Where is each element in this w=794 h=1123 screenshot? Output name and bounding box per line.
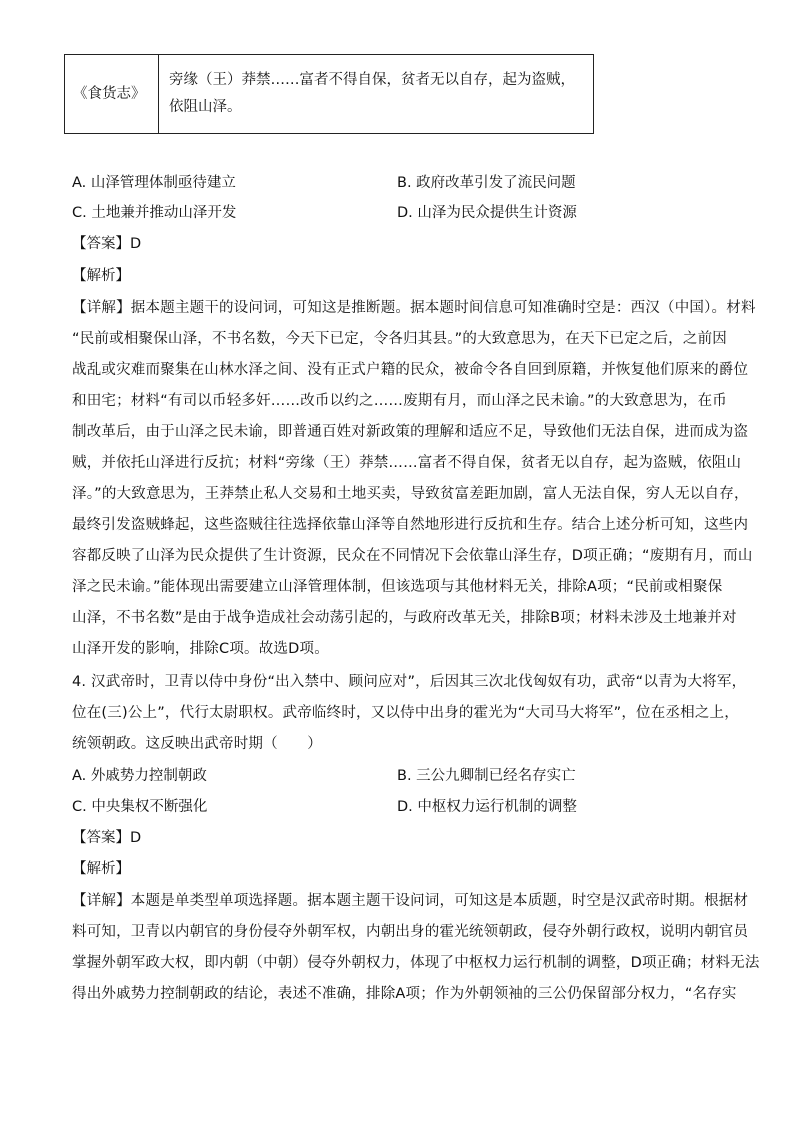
q3-detail-line: 泽。”的大致意思为，王莽禁止私人交易和土地买卖，导致贫富差距加剧，富人无法自保，穷人无以自存，: [72, 486, 749, 502]
q3-analysis-label: 【解析】: [72, 268, 130, 284]
q3-detail-line: 战乱或灾难而聚集在山林水泽之间、没有正式户籍的民众，被命令各自回到原籍，并恢复他们原来的爵位: [72, 362, 749, 378]
q3-detail-line: 容都反映了山泽为民众提供了生计资源，民众在不同情况下会依靠山泽生存，D项正确；“废期有月，而山: [72, 548, 753, 564]
q4-detail-line: 【详解】本题是单类型单项选择题。据本题主题干设问词，可知这是本质题，时空是汉武帝时期。根据材: [72, 893, 749, 909]
q4-answer: 【答案】D: [72, 830, 142, 846]
q3-detail-line: 制改革后，由于山泽之民未谕，即普通百姓对新政策的理解和适应不足，导致他们无法自保，进而成为盗: [72, 424, 749, 440]
source-table: [64, 54, 594, 134]
q3-answer: 【答案】D: [72, 236, 142, 252]
q4-stem-line: 位在(三)公上”，代行太尉职权。武帝临终时，又以侍中出身的霍光为“大司马大将军”，位在丞相之上，: [72, 705, 739, 721]
q4-detail-line: 得出外戚势力控制朝政的结论，表述不准确，排除A项；作为外朝领袖的三公仍保留部分权力，“名存实: [72, 986, 737, 1002]
q4-detail-line: 掌握外朝军政大权，即内朝（中朝）侵夺外朝权力，体现了中枢权力运行机制的调整，D项正确；材料无法: [72, 955, 760, 971]
q3-option-a: A. 山泽管理体制亟待建立: [72, 175, 236, 191]
q3-detail-line: “民前或相聚保山泽，不书名数，今天下已定，令各归其县。”的大致意思为，在天下已定之后，之前因: [72, 331, 727, 347]
q3-option-c: C. 土地兼并推动山泽开发: [72, 205, 237, 221]
q3-option-d: D. 山泽为民众提供生计资源: [397, 205, 577, 221]
q4-option-a: A. 外戚势力控制朝政: [72, 768, 207, 784]
q4-detail-line: 料可知，卫青以内朝官的身份侵夺外朝军权，内朝出身的霍光统领朝政，侵夺外朝行政权，说明内朝官员: [72, 924, 749, 940]
q4-stem-line: 统领朝政。这反映出武帝时期（ ）: [72, 736, 322, 752]
q4-option-c: C. 中央集权不断强化: [72, 799, 208, 815]
q3-detail-line: 贼，并依托山泽进行反抗；材料“旁缘（王）莽禁……富者不得自保，贫者无以自存，起为盗贼，依阻山: [72, 455, 742, 471]
q3-detail-line: 和田宅；材料“有司以币轻多奸……改币以约之……废期有月，而山泽之民未谕。”的大致意思为，在币: [72, 393, 727, 409]
q4-option-d: D. 中枢权力运行机制的调整: [397, 799, 577, 815]
q3-detail-line: 山泽，不书名数”是由于战争造成社会动荡引起的，与政府改革无关，排除B项；材料未涉及土地兼并对: [72, 610, 737, 626]
q3-detail-line: 泽之民未谕。”能体现出需要建立山泽管理体制，但该选项与其他材料无关，排除A项；“民前或相聚保: [72, 579, 723, 595]
q4-analysis-label: 【解析】: [72, 861, 130, 877]
source-text: 旁缘（王）莽禁……富者不得自保，贫者无以自存，起为盗贼，依阻山泽。: [159, 55, 594, 134]
q3-detail-line: 最终引发盗贼蜂起，这些盗贼往往选择依靠山泽等自然地形进行反抗和生存。结合上述分析可知，这些内: [72, 517, 749, 533]
source-label: 《食货志》: [65, 55, 159, 134]
q3-detail-line: 【详解】据本题主题干的设问词，可知这是推断题。据本题时间信息可知准确时空是：西汉（中国）。材料: [72, 300, 756, 316]
q3-detail-line: 山泽开发的影响，排除C项。故选D项。: [72, 641, 329, 657]
q3-option-b: B. 政府改革引发了流民问题: [397, 175, 576, 191]
q4-option-b: B. 三公九卿制已经名存实亡: [397, 768, 576, 784]
q4-stem-line: 4. 汉武帝时，卫青以侍中身份“出入禁中、顾问应对”，后因其三次北伐匈奴有功，武帝“以青为大将军，: [72, 674, 747, 690]
